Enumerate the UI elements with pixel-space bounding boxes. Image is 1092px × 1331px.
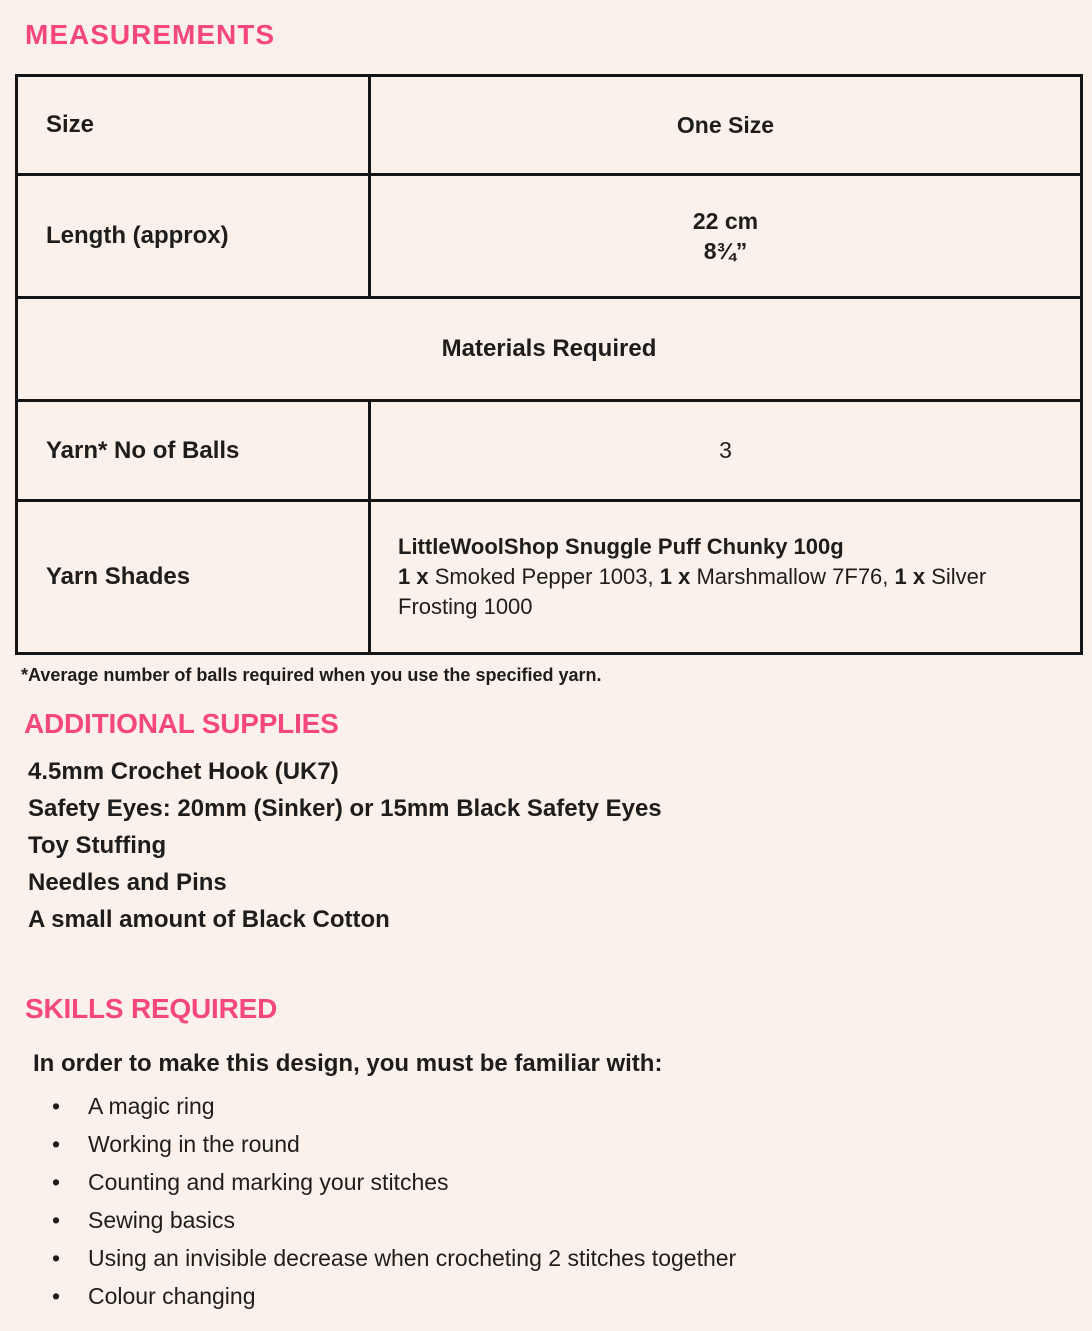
supply-item: 4.5mm Crochet Hook (UK7) bbox=[28, 758, 339, 785]
bullet-icon: • bbox=[52, 1245, 61, 1271]
measurements-table bbox=[15, 74, 1083, 655]
skill-item-label: Working in the round bbox=[88, 1131, 300, 1157]
yarn-qty: 1 x bbox=[659, 564, 697, 589]
bullet-icon: • bbox=[52, 1131, 61, 1157]
skill-item-label: A magic ring bbox=[88, 1093, 215, 1119]
yarn-qty: 1 x bbox=[398, 564, 435, 589]
skill-item-label: Using an invisible decrease when crocheting 2 stitches together bbox=[88, 1245, 737, 1271]
bullet-icon: • bbox=[52, 1283, 61, 1309]
table-row-yarn-shades bbox=[17, 501, 1082, 654]
skills-list bbox=[0, 1087, 1092, 1315]
length-value-cm: 22 cm bbox=[692, 208, 759, 234]
yarn-shade-name: Smoked Pepper 1003, bbox=[434, 564, 660, 589]
table-row-yarn-balls bbox=[17, 401, 1082, 501]
supply-item: Toy Stuffing bbox=[28, 832, 167, 859]
bullet-icon: • bbox=[52, 1207, 61, 1233]
skill-item bbox=[0, 1163, 1092, 1201]
skills-intro: In order to make this design, you must be familiar with: bbox=[33, 1050, 663, 1077]
yarn-shade-name: Silver Frosting 1000 bbox=[398, 564, 987, 619]
yarn-qty: 1 x bbox=[894, 564, 932, 589]
size-value: One Size bbox=[370, 76, 1082, 175]
supply-item: Safety Eyes: 20mm (Sinker) or 15mm Black Safety Eyes bbox=[28, 795, 662, 822]
skill-item-label: Sewing basics bbox=[88, 1207, 236, 1233]
yarn-balls-label: Yarn* No of Balls bbox=[17, 401, 370, 501]
supply-item: Needles and Pins bbox=[28, 869, 227, 896]
materials-required-header: Materials Required bbox=[17, 298, 1082, 401]
bullet-icon: • bbox=[52, 1169, 61, 1195]
yarn-brand-line: LittleWoolShop Snuggle Puff Chunky 100g bbox=[398, 534, 844, 559]
yarn-shade-list bbox=[398, 562, 1046, 622]
pattern-page bbox=[0, 19, 1092, 1315]
table-row-size bbox=[17, 76, 1082, 175]
additional-supplies-heading: ADDITIONAL SUPPLIES bbox=[24, 708, 339, 739]
yarn-shades-label: Yarn Shades bbox=[17, 501, 370, 654]
table-row-length bbox=[17, 175, 1082, 298]
skill-item bbox=[0, 1277, 1092, 1315]
table-row-materials-header bbox=[17, 298, 1082, 401]
yarn-footnote: *Average number of balls required when you use the specified yarn. bbox=[21, 665, 602, 685]
size-label: Size bbox=[17, 76, 370, 175]
length-value bbox=[370, 175, 1082, 298]
skills-required-heading: SKILLS REQUIRED bbox=[25, 993, 278, 1024]
skill-item bbox=[0, 1239, 1092, 1277]
yarn-shade-name: Marshmallow 7F76, bbox=[696, 564, 895, 589]
skill-item bbox=[0, 1087, 1092, 1125]
supplies-list bbox=[28, 753, 1092, 938]
skill-item bbox=[0, 1125, 1092, 1163]
skill-item bbox=[0, 1201, 1092, 1239]
yarn-shades-value bbox=[370, 501, 1082, 654]
length-label: Length (approx) bbox=[17, 175, 370, 298]
supply-item: A small amount of Black Cotton bbox=[28, 906, 390, 933]
bullet-icon: • bbox=[52, 1093, 61, 1119]
yarn-balls-value: 3 bbox=[370, 401, 1082, 501]
skill-item-label: Counting and marking your stitches bbox=[88, 1169, 449, 1195]
skill-item-label: Colour changing bbox=[88, 1283, 256, 1309]
length-value-inches: 8¾” bbox=[703, 238, 748, 264]
measurements-heading: MEASUREMENTS bbox=[25, 19, 276, 50]
